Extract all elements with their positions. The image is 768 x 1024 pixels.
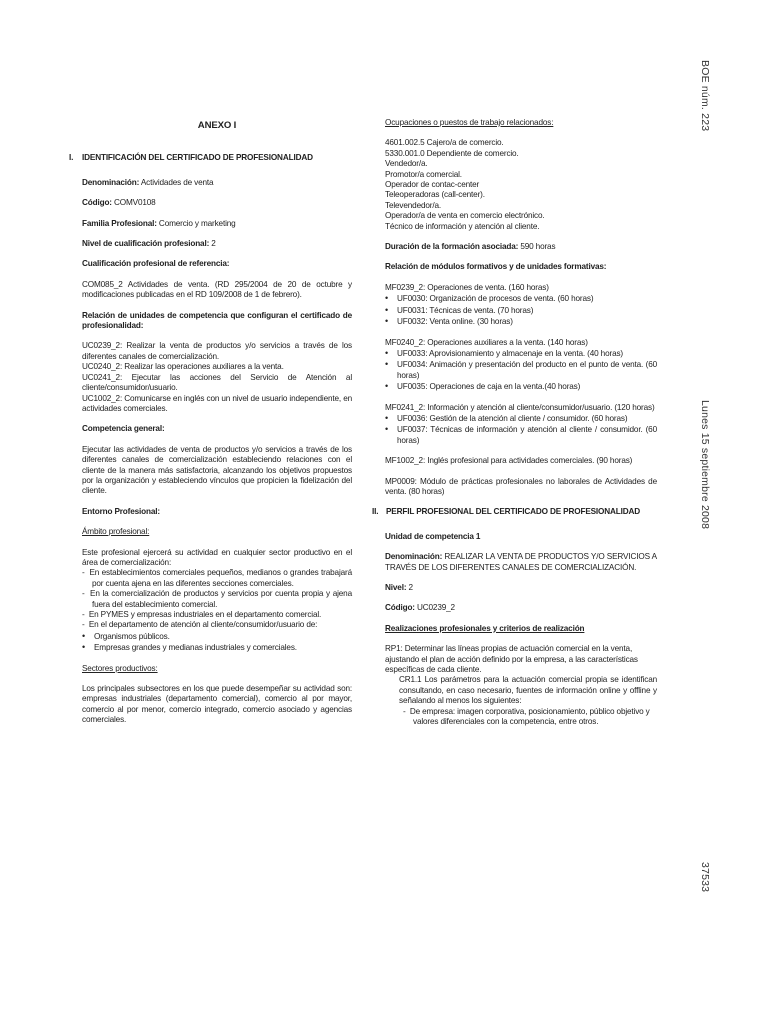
ocupaciones-heading: Ocupaciones o puestos de trabajo relacionados: [385, 118, 554, 127]
ambito-item: - En el departamento de atención al cliente/consumidor/usuario de: [82, 620, 318, 630]
realizaciones-heading: Realizaciones profesionales y criterios de realización [385, 623, 585, 633]
uc-codigo [385, 603, 657, 613]
module-mf0239 [385, 283, 657, 328]
uc-list [82, 341, 352, 414]
nivel-label: Nivel: [385, 583, 407, 592]
ocupacion-item: 5330.001.0 Dependiente de comercio. [385, 148, 519, 158]
competencia-text: Ejecutar las actividades de venta de productos y/o servicios a través de los diferentes canales de comercialización estableciendo relaciones con el cliente de la manera más satisfactoria, alcanzando los objetivos propuestos por la organización y estableciendo vínculos que propicien la fidelización del cliente. [82, 444, 352, 496]
uc-line: UC0240_2: Realizar las operaciones auxiliares a la venta. [82, 362, 284, 372]
familia-label: Familia Profesional: [82, 218, 157, 228]
unit-item: • UF0037: Técnicas de información y atención al cliente / consumidor. (60 horas) [385, 424, 657, 446]
ocupacion-item: Vendedor/a. [385, 159, 428, 169]
familia-value: Comercio y marketing [156, 218, 236, 228]
duracion-value: 590 horas [518, 242, 556, 252]
uc-line: UC0241_2: Ejecutar las acciones del Servicio de Atención al cliente/consumidor/usuario. [82, 372, 352, 393]
module-title: MF0241_2: Información y atención al cliente/consumidor/usuario. (120 horas) [385, 402, 655, 412]
cualificacion-text: COM085_2 Actividades de venta. (RD 295/2004 de 20 de octubre y modificaciones publicadas en el RD 109/2008 de 1 de febrero). [82, 279, 352, 300]
section-number: II. [372, 507, 379, 517]
section-2-heading [372, 507, 657, 517]
unit-item: • UF0035: Operaciones de caja en la venta.(40 horas) [385, 381, 657, 392]
right-column [372, 118, 657, 727]
codigo-label: Código: [82, 198, 112, 208]
date-header: Lunes 15 septiembre 2008 [699, 400, 711, 530]
section-title: PERFIL PROFESIONAL DEL CERTIFICADO DE PROFESIONALIDAD [386, 507, 641, 517]
denominacion-value: Actividades de venta [139, 177, 214, 187]
denominacion-value: REALIZAR LA VENTA DE PRODUCTOS Y/O SERVICIOS A TRAVÉS DE LOS DIFERENTES CANALES DE COMERCIALIZACIÓN. [385, 552, 657, 572]
unidad-heading: Unidad de competencia 1 [385, 531, 481, 541]
denominacion [82, 178, 352, 188]
ocupacion-item: 4601.002.5 Cajero/a de comercio. [385, 138, 504, 148]
codigo [82, 198, 352, 208]
sectores-text: Los principales subsectores en los que puede desempeñar su actividad son: empresas industriales (departamento comercial), comercio al por mayor, comercio al por menor, comercio integrado, comercio asociado y agencias comerciales. [82, 684, 352, 725]
duracion-label: Duración de la formación asociada: [385, 242, 519, 252]
ocupacion-item: Operador/a de venta en comercio electrónico. [385, 211, 545, 221]
module-mp0009: MP0009: Módulo de prácticas profesionales no laborales de Actividades de venta. (80 horas) [385, 476, 657, 496]
unit-item: • UF0034: Animación y presentación del producto en el punto de venta. (60 horas) [385, 359, 657, 381]
nivel-label: Nivel de cualificación profesional: [82, 239, 210, 249]
uc-nivel [385, 583, 657, 593]
codigo-value: COMV0108 [111, 198, 156, 208]
boe-header: BOE núm. 223 [699, 60, 711, 132]
ocupacion-item: Operador de contac-center [385, 180, 480, 190]
ambito-subitem: • Organismos públicos. [82, 631, 352, 642]
ocupacion-item: Promotor/a comercial. [385, 169, 462, 179]
competencia-heading: Competencia general: [82, 424, 165, 434]
unit-item: • UF0031: Técnicas de venta. (70 horas) [385, 305, 657, 316]
module-title: MF0240_2: Operaciones auxiliares a la venta. (140 horas) [385, 337, 588, 347]
ambito-item: - En la comercialización de productos y servicios por cuenta propia y ajena fuera del establecimiento comercial. [82, 589, 352, 609]
unit-item: • UF0030: Organización de procesos de venta. (60 horas) [385, 293, 657, 304]
ambito-heading: Ámbito profesional: [82, 527, 150, 537]
nivel-value: 2 [209, 239, 216, 249]
nivel-cualificacion [82, 239, 352, 249]
relacion-uc-heading: Relación de unidades de competencia que configuran el certificado de profesionalidad: [82, 310, 352, 331]
ambito-list [82, 568, 352, 653]
uc-line: UC1002_2: Comunicarse en inglés con un nivel de usuario independiente, en actividades comerciales. [82, 393, 352, 413]
section-number: I. [69, 153, 74, 163]
module-mf0240 [385, 338, 657, 393]
ambito-item: - En establecimientos comerciales pequeños, medianos o grandes trabajará por cuenta ajena en las diferentes secciones comerciales. [82, 568, 352, 588]
module-mf1002: MF1002_2: Inglés profesional para actividades comerciales. (90 horas) [385, 456, 633, 466]
unit-item: • UF0032: Venta online. (30 horas) [385, 316, 657, 327]
module-title: MF0239_2: Operaciones de venta. (160 horas) [385, 282, 549, 292]
denominacion-label: Denominación: [82, 177, 140, 187]
cr1-1-item: - De empresa: imagen corporativa, posicionamiento, público objetivo y valores diferenciales con la competencia, entre otros. [403, 706, 650, 727]
familia-profesional [82, 219, 352, 229]
unit-item: • UF0036: Gestión de la atención al cliente / consumidor. (60 horas) [385, 413, 657, 424]
nivel-value: 2 [406, 583, 413, 592]
annex-title: ANEXO I [197, 120, 237, 131]
codigo-label: Código: [385, 603, 415, 613]
unit-item: • UF0033: Aprovisionamiento y almacenaje en la venta. (40 horas) [385, 348, 657, 359]
left-column [69, 118, 352, 736]
modulos-heading: Relación de módulos formativos y de unidades formativas: [385, 262, 607, 272]
ambito-intro: Este profesional ejercerá su actividad en cualquier sector productivo en el área de comercialización: [82, 547, 352, 567]
entorno-heading: Entorno Profesional: [82, 506, 160, 516]
ocupacion-item: Teleoperadoras (call-center). [385, 190, 485, 200]
codigo-value: UC0239_2 [414, 603, 455, 613]
ocupacion-item: Técnico de información y atención al cliente. [385, 221, 540, 231]
uc-denominacion [385, 552, 657, 573]
duracion [385, 242, 657, 252]
cualificacion-heading: Cualificación profesional de referencia: [82, 259, 230, 269]
section-title: IDENTIFICACIÓN DEL CERTIFICADO DE PROFESIONALIDAD [82, 153, 313, 163]
page-number: 37533 [699, 862, 711, 893]
cr1-1: CR1.1 Los parámetros para la actuación comercial propia se identifican consultando, en caso necesario, fuentes de información online y offline y señalando al menos los siguientes: [399, 675, 657, 706]
section-1-heading [69, 153, 352, 163]
uc-line: UC0239_2: Realizar la venta de productos y/o servicios a través de los diferentes canales de comercialización. [82, 341, 352, 361]
module-mf0241 [385, 403, 657, 447]
ambito-subitem: • Empresas grandes y medianas industriales y comerciales. [82, 642, 352, 653]
ambito-item: - En PYMES y empresas industriales en el departamento comercial. [82, 610, 322, 619]
ocupaciones-list [385, 138, 657, 232]
sectores-heading: Sectores productivos: [82, 663, 158, 673]
ocupacion-item: Televendedor/a. [385, 200, 442, 210]
rp1: RP1: Determinar las líneas propias de actuación comercial en la venta, ajustando el plan de acción definido por la empresa, a las características específicas de cada cliente. [385, 644, 638, 675]
denominacion-label: Denominación: [385, 552, 443, 562]
